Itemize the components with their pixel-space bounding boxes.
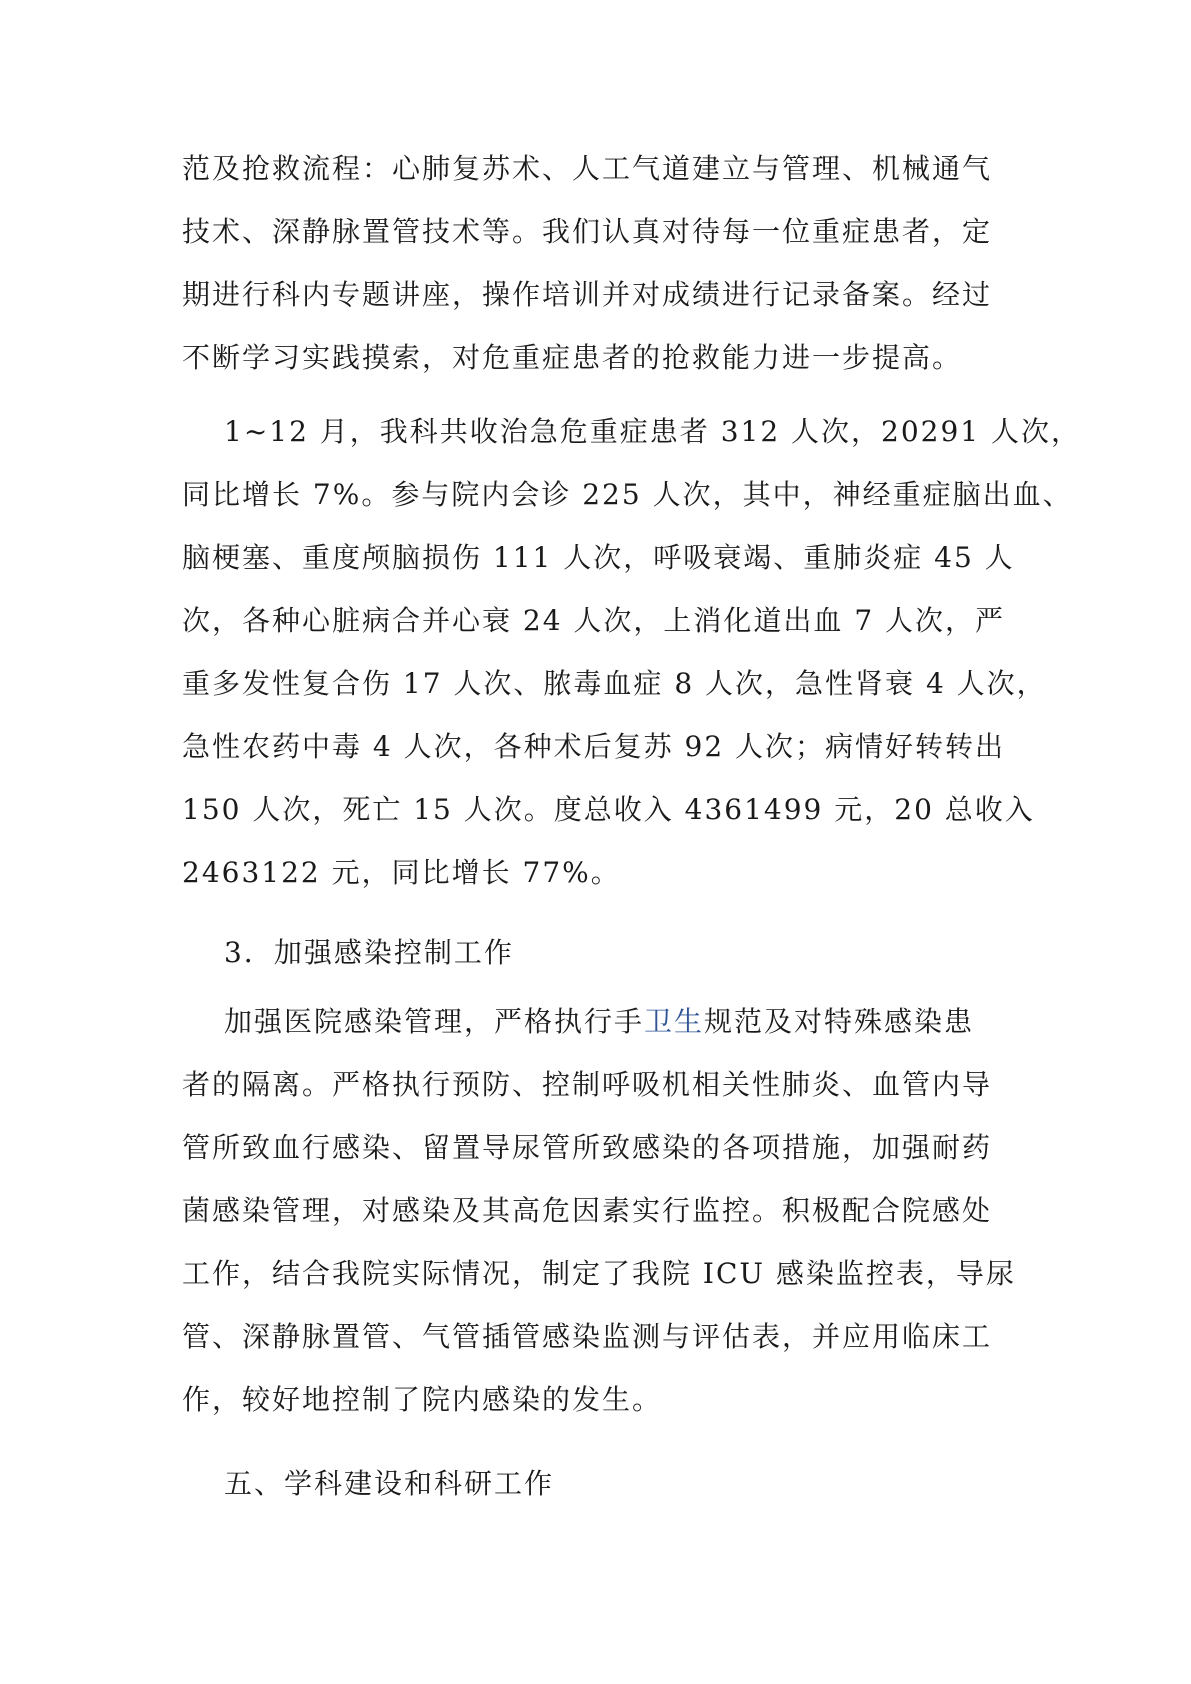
text-line: 1~12 月，我科共收治急危重症患者 312 人次，20291 人次，: [224, 415, 1082, 448]
text-line: [182, 990, 1012, 1053]
text-line: 不断学习实践摸索，对危重症患者的抢救能力进一步提高。: [182, 341, 963, 374]
paragraph-infection-management: [182, 990, 1016, 1431]
text-line: 期进行科内专题讲座，操作培训并对成绩进行记录备案。经过: [182, 278, 993, 311]
text-line: 脑梗塞、重度颅脑损伤 111 人次，呼吸衰竭、重肺炎症 45 人: [182, 541, 1015, 574]
paragraph-rescue-training: [182, 137, 1012, 389]
text-line: 150 人次，死亡 15 人次。度总收入 4361499 元，20 总收入: [182, 793, 1035, 826]
section-heading-discipline: [182, 1452, 1012, 1515]
text-line: 工作，结合我院实际情况，制定了我院 ICU 感染监控表，导尿: [182, 1257, 1016, 1290]
text-line: 范及抢救流程：心肺复苏术、人工气道建立与管理、机械通气: [182, 152, 993, 185]
text-line: 急性农药中毒 4 人次，各种术后复苏 92 人次；病情好转转出: [182, 730, 1006, 763]
text-segment: 加强医院感染管理，严格执行手: [224, 1005, 645, 1038]
section-heading-infection-control: [182, 921, 1012, 984]
text-line: 同比增长 7%。参与院内会诊 225 人次，其中，神经重症脑出血、: [182, 478, 1073, 511]
text-line: 作，较好地控制了院内感染的发生。: [182, 1383, 663, 1416]
section-heading: 3．加强感染控制工作: [224, 936, 514, 969]
section-heading: 五、学科建设和科研工作: [224, 1467, 555, 1500]
paragraph-patient-statistics: [182, 400, 1082, 904]
text-line: 管、深静脉置管、气管插管感染监测与评估表，并应用临床工: [182, 1320, 993, 1353]
text-line: 者的隔离。严格执行预防、控制呼吸机相关性肺炎、血管内导: [182, 1068, 993, 1101]
text-line: 技术、深静脉置管技术等。我们认真对待每一位重症患者，定: [182, 215, 993, 248]
text-segment: 规范及对特殊感染患: [704, 1005, 975, 1038]
text-line: 管所致血行感染、留置导尿管所致感染的各项措施，加强耐药: [182, 1131, 993, 1164]
text-line: 2463122 元，同比增长 77%。: [182, 856, 621, 889]
text-line: 重多发性复合伤 17 人次、脓毒血症 8 人次，急性肾衰 4 人次，: [182, 667, 1047, 700]
hygiene-link[interactable]: 卫生: [644, 1005, 705, 1038]
text-line: 次，各种心脏病合并心衰 24 人次，上消化道出血 7 人次，严: [182, 604, 1006, 637]
text-line: 菌感染管理，对感染及其高危因素实行监控。积极配合院感处: [182, 1194, 993, 1227]
